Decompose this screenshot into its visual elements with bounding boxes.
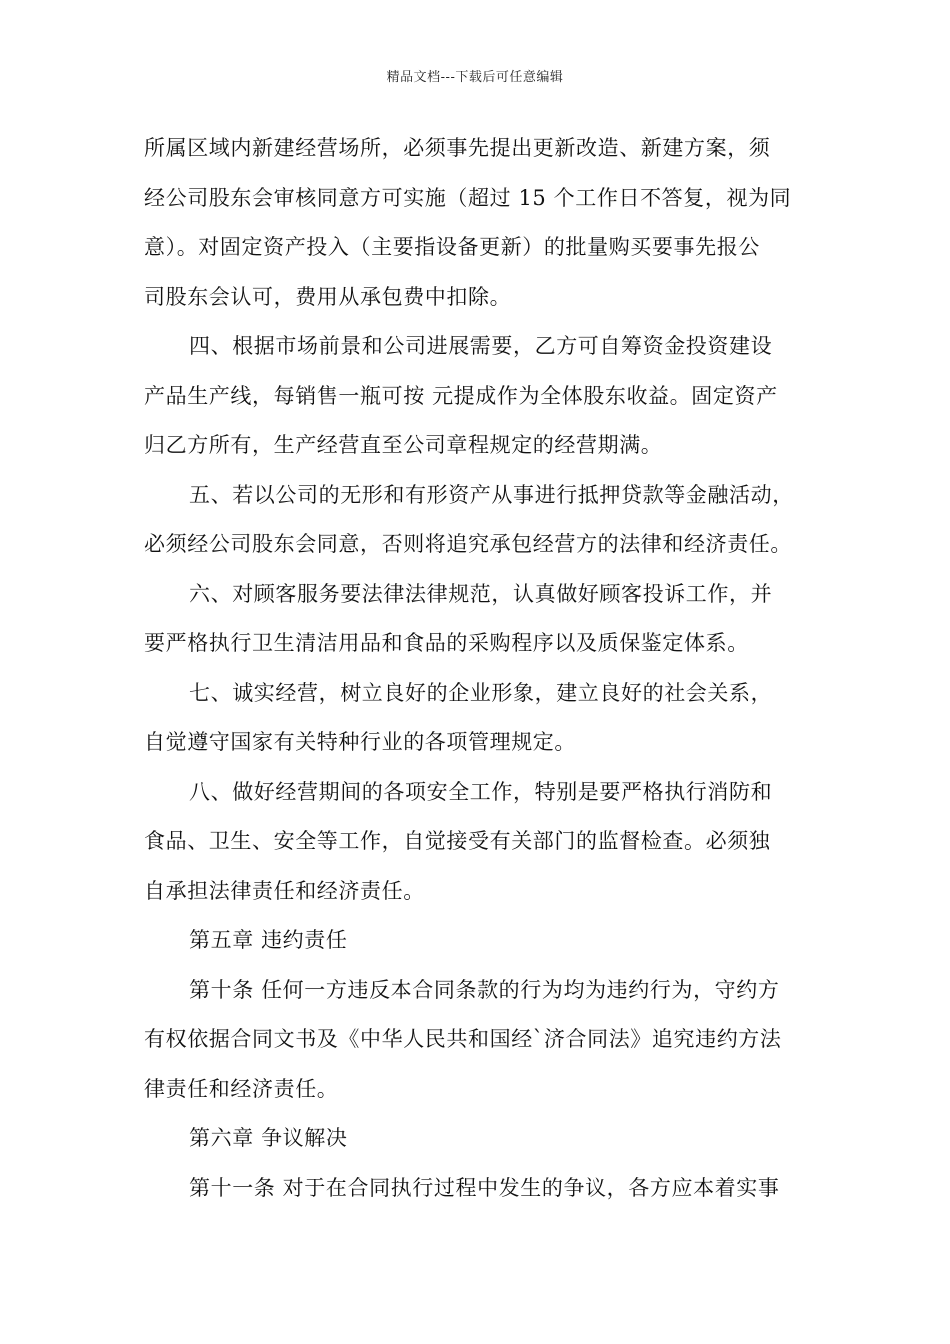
text-line: 有权依据合同文书及《中华人民共和国经`济合同法》追究违约方法 <box>144 1027 782 1051</box>
text-line: 经公司股东会审核同意方可实施（超过 15 个工作日不答复，视为同 <box>144 185 792 210</box>
text-line: 七、诚实经营，树立良好的企业形象，建立良好的社会关系， <box>189 680 773 705</box>
text-line: 自觉遵守国家有关特种行业的各项管理规定。 <box>144 730 576 754</box>
text-line: 第五章 违约责任 <box>189 928 348 952</box>
text-line: 第十一条 对于在合同执行过程中发生的争议，各方应本着实事 <box>189 1175 780 1200</box>
text-line: 五、若以公司的无形和有形资产从事进行抵押贷款等金融活动， <box>189 482 794 507</box>
text-line: 司股东会认可，费用从承包费中扣除。 <box>144 284 512 309</box>
text-line: 意）。对固定资产投入（主要指设备更新）的批量购买要事先报公 <box>144 235 760 259</box>
text-line: 产品生产线，每销售一瓶可按 元提成作为全体股东收益。固定资产 <box>144 383 778 408</box>
text-line: 第六章 争议解决 <box>189 1126 348 1150</box>
text-line: 归乙方所有，生产经营直至公司章程规定的经营期满。 <box>144 433 663 457</box>
text-line: 必须经公司股东会同意，否则将追究承包经营方的法律和经济责任。 <box>144 532 792 556</box>
text-line: 要严格执行卫生清洁用品和食品的采购程序以及质保鉴定体系。 <box>144 631 749 655</box>
text-line: 所属区域内新建经营场所，必须事先提出更新改造、新建方案，须 <box>144 136 771 160</box>
text-line: 第十条 任何一方违反本合同条款的行为均为违约行为，守约方 <box>189 977 780 1002</box>
text-line: 八、做好经营期间的各项安全工作，特别是要严格执行消防和 <box>189 779 773 804</box>
text-line: 律责任和经济责任。 <box>144 1076 339 1101</box>
page-header: 精品文档---下载后可任意编辑 <box>386 70 564 85</box>
text-line: 食品、卫生、安全等工作，自觉接受有关部门的监督检查。必须独 <box>144 829 771 853</box>
text-line: 六、对顾客服务要法律法律规范，认真做好顾客投诉工作，并 <box>189 581 773 606</box>
text-line: 四、根据市场前景和公司进展需要，乙方可自筹资金投资建设 <box>189 334 773 358</box>
text-line: 自承担法律责任和经济责任。 <box>144 878 425 903</box>
document-body <box>144 124 806 1213</box>
